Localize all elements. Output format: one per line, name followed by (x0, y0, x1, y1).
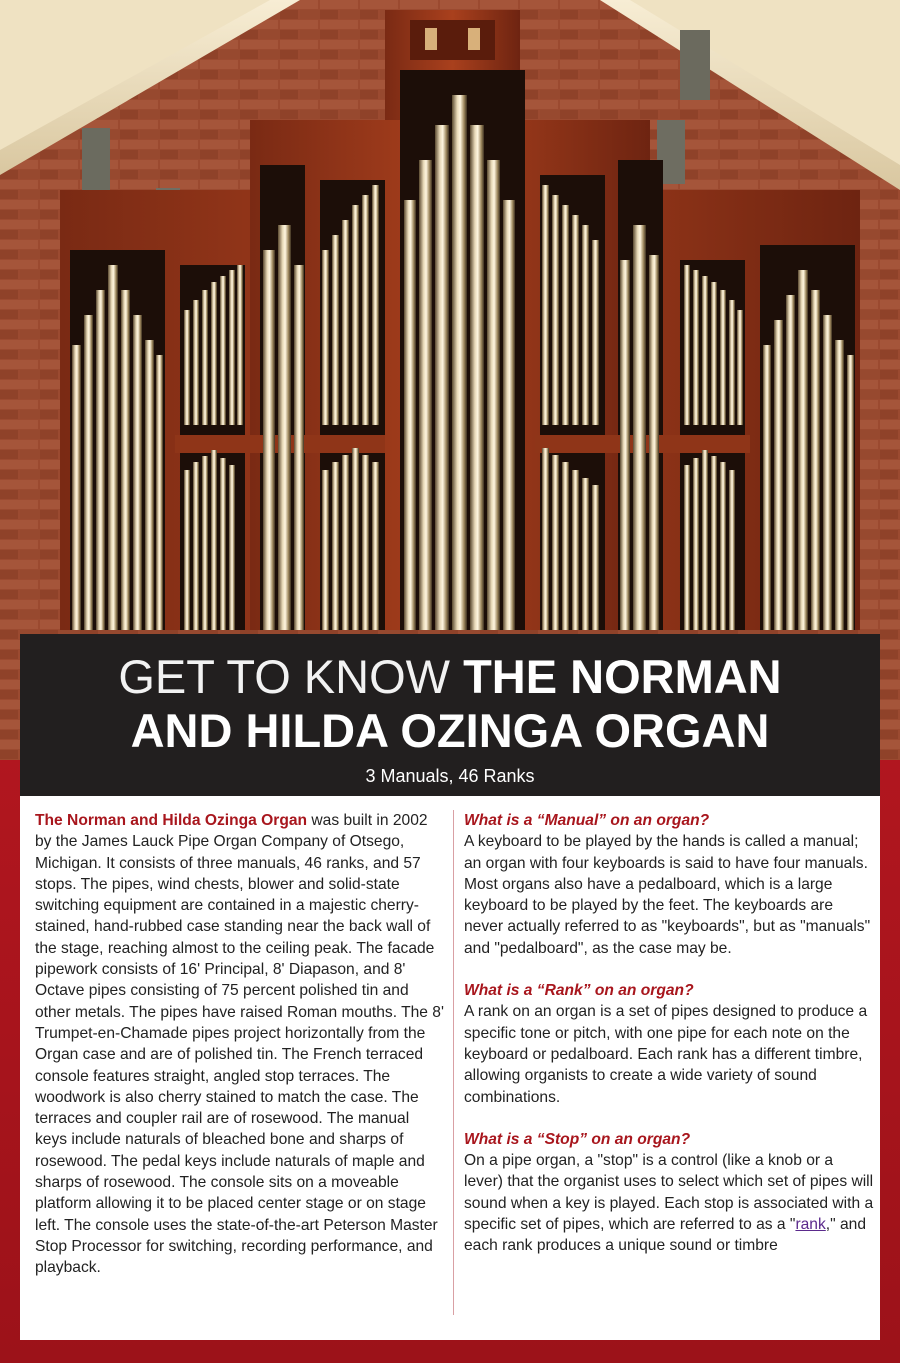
title-thin-text: GET TO KNOW (118, 650, 464, 703)
faq-question-manual: What is a “Manual” on an organ? (464, 812, 710, 829)
organ-name-lead: The Norman and Hilda Ozinga Organ (35, 812, 308, 829)
faq-answer-manual: A keyboard to be played by the hands is called a manual; an organ with four keyboards is said to have four manuals. Most organs also have a pedalboard, which is a large keyboard to be played by the feet. The keyboards are never actually referred to as "keyboards", but as "manuals" and "pedalboard", as the case may be. (464, 833, 871, 957)
faq-column (464, 810, 874, 1257)
title-bold-text-1: THE NORMAN (463, 650, 782, 703)
title-banner (20, 634, 880, 796)
faq-question-rank: What is a “Rank” on an organ? (464, 982, 694, 1000)
faq-answer-stop-text-before: On a pipe organ, a "stop" is a control (like a knob or a lever) that the organist uses to select which set of pipes will sound when a key is played. Each stop is associated with a specific set of pipes, which are referred to as a " (464, 1152, 874, 1234)
column-divider (453, 810, 454, 1315)
organ-description (35, 810, 445, 1279)
page-title-line-1 (20, 650, 880, 704)
faq-question-stop: What is a “Stop” on an organ? (464, 1130, 691, 1148)
faq-answer-stop-text-after: ," and each rank produces a unique sound or timbre (464, 1216, 866, 1255)
rank-link[interactable]: rank (795, 1216, 826, 1234)
page-title-line-2: AND HILDA OZINGA ORGAN (130, 704, 770, 757)
page-subtitle: 3 Manuals, 46 Ranks (365, 766, 535, 786)
content-panel (20, 796, 880, 1340)
faq-answer-stop (464, 1150, 874, 1256)
organ-description-body: was built in 2002 by the James Lauck Pipe Organ Company of Otsego, Michigan. It consists of three manuals, 46 ranks, and 57 stops. The pipes, wind chests, blower and solid-state switching equipment are contained in a majestic cherry-stained, hand-rubbed case standing near the back wall of the stage, reaching almost to the ceiling peak. The facade pipework consists of 16' Principal, 8' Diapason, and 8' Octave pipes consisting of 75 percent polished tin and other metals. The pipes have raised Roman mouths. The 8' Trumpet-en-Chamade pipes project horizontally from the Organ case and are of polished tin. The French terraced console features straight, angled stop terraces. The woodwork is also cherry stained to match the case. The terraces and coupler rail are of rosewood. The manual keys include naturals of bleached bone and sharps of rosewood. The pedal keys include naturals of maple and sharps of rosewood. The console sits on a moveable platform allowing it to be placed center stage or on stage left. The console uses the state-of-the-art Peterson Master Stop Processor for switching, recording performance, and playback. (35, 812, 444, 1277)
faq-answer-rank: A rank on an organ is a set of pipes designed to produce a specific tone or pitch, with one pipe for each note on the keyboard or pedalboard. Each rank has a different timbre, allowing organists to create a wide variety of sound combinations. (464, 1003, 868, 1106)
